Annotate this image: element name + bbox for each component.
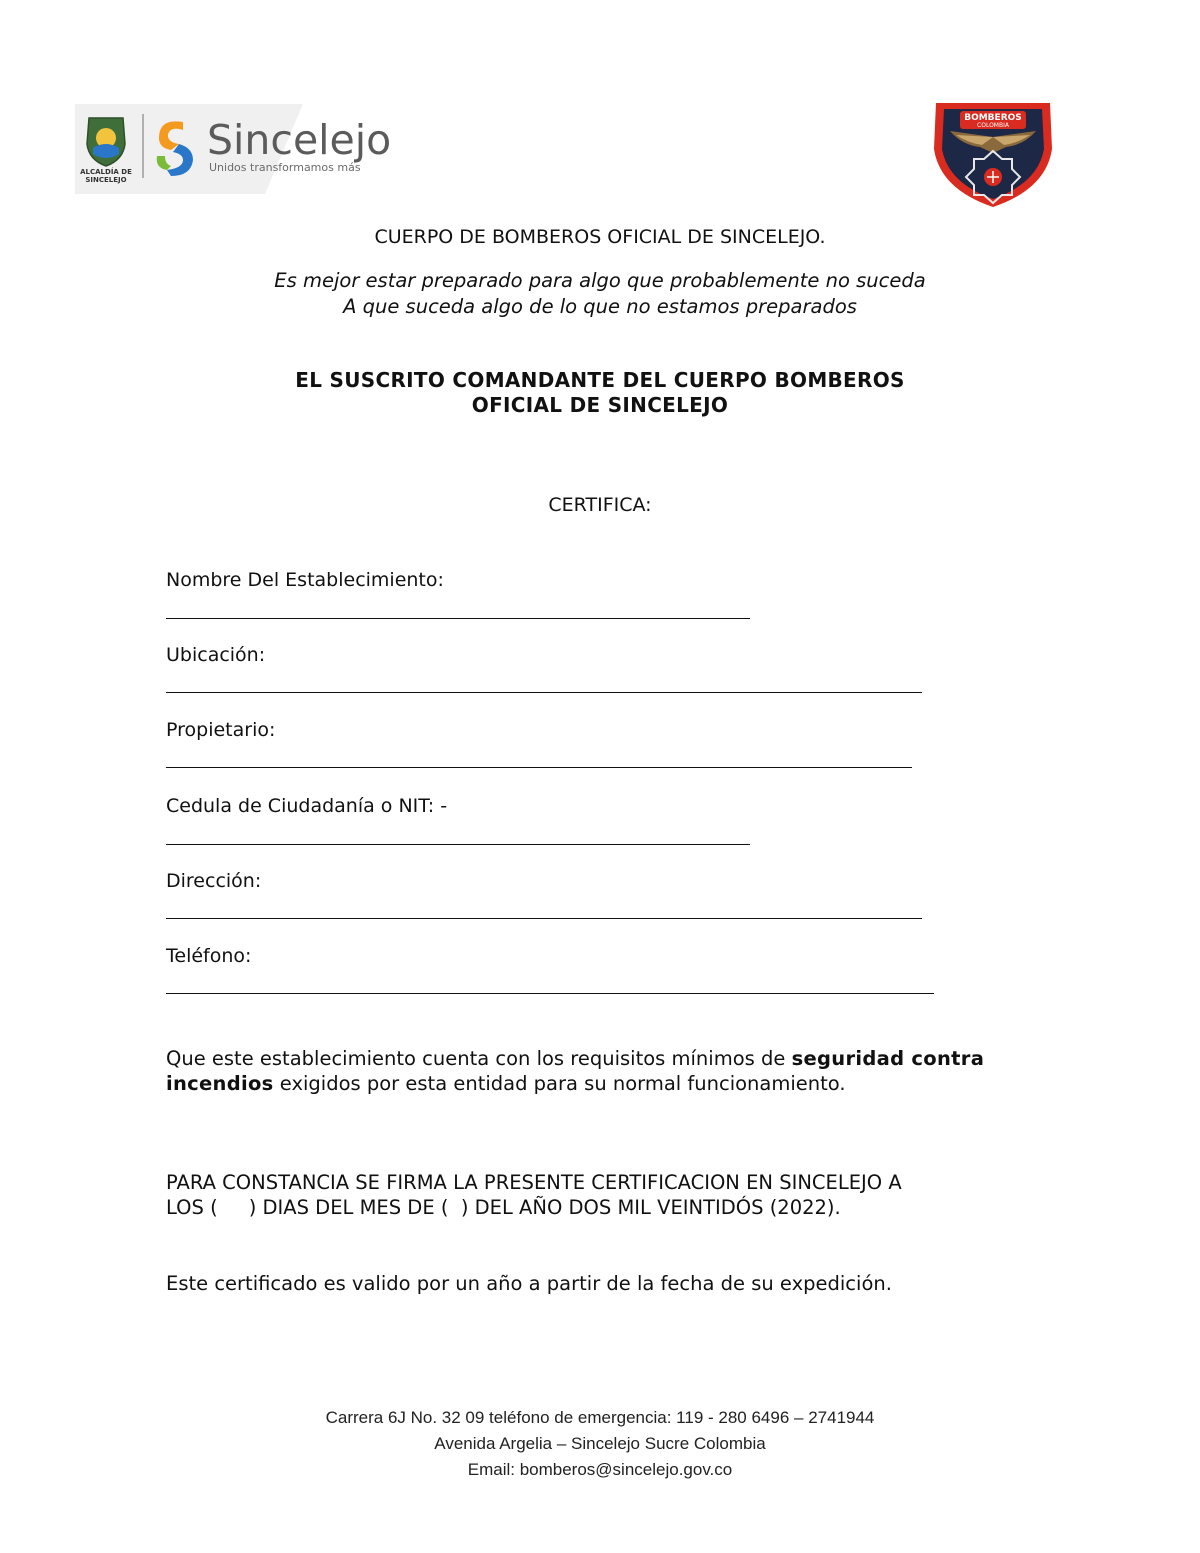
heading-line-2: OFICIAL DE SINCELEJO [471, 393, 729, 417]
field-label-nombre: Nombre Del Establecimiento: [166, 569, 444, 591]
constancia-line-1: PARA CONSTANCIA SE FIRMA LA PRESENTE CERTIFICACION EN SINCELEJO A [166, 1171, 902, 1194]
footer-location: Avenida Argelia – Sincelejo Sucre Colombia [434, 1434, 766, 1453]
statement-bold: seguridad contra incendios [166, 1047, 985, 1095]
motto-line-2: A que suceda algo de lo que no estamos preparados [343, 295, 857, 318]
document-heading [0, 368, 1200, 418]
footer-address: Carrera 6J No. 32 09 teléfono de emergencia: 119 - 280 6496 – 2741944 [325, 1408, 875, 1427]
blank-line-propietario [166, 767, 912, 768]
blank-line-ubicacion [166, 692, 922, 693]
badge-subtitle: COLOMBIA [977, 122, 1009, 129]
statement-part-1: Que este establecimiento cuenta con los requisitos mínimos de [166, 1047, 792, 1070]
validity-note: Este certificado es valido por un año a partir de la fecha de su expedición. [166, 1272, 892, 1295]
blank-line-direccion [166, 918, 922, 919]
field-label-telefono: Teléfono: [166, 945, 252, 967]
field-label-propietario: Propietario: [166, 719, 276, 741]
sincelejo-logo [75, 104, 405, 194]
field-label-cedula: Cedula de Ciudadanía o NIT: - [166, 795, 448, 817]
brand-text: Sincelejo [207, 116, 392, 164]
motto-line-1: Es mejor estar preparado para algo que probablemente no suceda [274, 269, 926, 292]
bomberos-badge [926, 93, 1060, 211]
blank-line-cedula [166, 844, 750, 845]
footer-email: Email: bomberos@sincelejo.gov.co [467, 1460, 733, 1479]
field-label-direccion: Dirección: [166, 870, 262, 892]
certifica-label: CERTIFICA: [548, 494, 652, 516]
svg-text:SINCELEJO: SINCELEJO [85, 176, 127, 184]
motto [0, 268, 1200, 320]
blank-line-nombre [166, 618, 750, 619]
constancia-line-2: LOS ( ) DIAS DEL MES DE ( ) DEL AÑO DOS MIL VEINTIDÓS (2022). [166, 1196, 841, 1219]
statement-part-2: exigidos por esta entidad para su normal funcionamiento. [273, 1072, 846, 1095]
field-label-ubicacion: Ubicación: [166, 644, 266, 666]
certification-statement [166, 1046, 1046, 1096]
slogan-text: Unidos transformamos más [209, 161, 361, 174]
heading-line-1: EL SUSCRITO COMANDANTE DEL CUERPO BOMBEROS [295, 368, 905, 392]
constancia-paragraph [166, 1170, 1046, 1220]
blank-line-telefono [166, 993, 934, 994]
svg-text:ALCALDÍA DE: ALCALDÍA DE [80, 168, 132, 176]
organization-title: CUERPO DE BOMBEROS OFICIAL DE SINCELEJO. [374, 226, 826, 248]
badge-title: BOMBEROS [964, 113, 1022, 123]
